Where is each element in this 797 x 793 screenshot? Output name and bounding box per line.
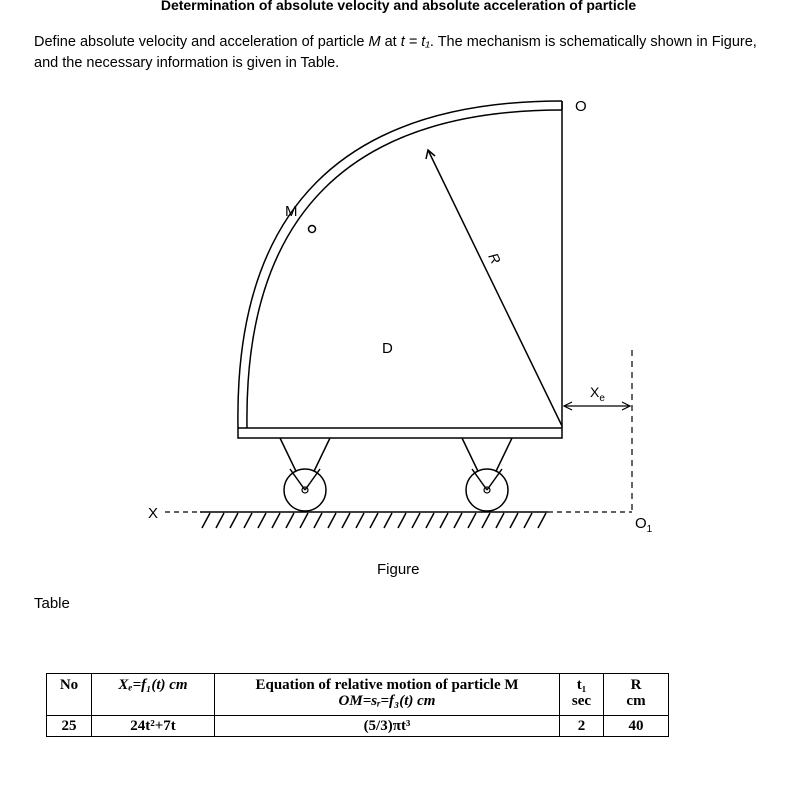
intro-particle: M [368,34,381,50]
label-o1 [635,515,653,535]
label-x-axis: X [148,505,159,522]
ground-hatching [202,513,546,528]
radius-line [428,150,562,426]
label-d: D [382,340,393,357]
label-m: M [285,203,298,220]
data-table [46,673,669,737]
table-label: Table [34,595,70,612]
header-equation-line2: OM=sᵣ=f₃(t) cm [338,693,436,709]
header-equation-line1: Equation of relative motion of particle M [255,677,519,693]
header-t1-label: t₁ [576,677,587,693]
header-t1-unit: sec [571,693,592,709]
header-r-label: R [630,677,642,693]
header-r [604,674,669,716]
page-title: Determination of absolute velocity and absolute acceleration of particle [160,0,637,13]
sector-outer-arc [238,101,562,428]
table-header-row [47,674,669,716]
cell-t1: 2 [560,716,604,737]
cell-no: 25 [47,716,92,737]
label-xe-sub: e [599,393,605,404]
cell-r: 40 [604,716,669,737]
label-o1-main: O [635,515,647,532]
intro-text-1: Define absolute velocity and acceleration of particle [34,34,369,50]
particle-m [309,226,316,233]
header-no: No [47,674,92,716]
header-r-unit: cm [626,693,646,709]
header-t1 [560,674,604,716]
intro-text-3: . The mechanism is schematically shown in Figure, and the necessary information is given in Table. [34,34,757,71]
label-o1-sub: 1 [646,524,653,535]
label-o: O [575,98,587,115]
cart-platform [238,428,562,438]
figure-caption: Figure [377,561,420,578]
intro-time-eq: t = t₁ [400,34,430,50]
sector-inner-arc [247,110,562,428]
cell-xe: 24t²+7t [92,716,215,737]
table-row [47,716,669,737]
label-r: R [485,250,505,267]
header-equation [215,674,560,716]
cell-equation: (5/3)πt³ [215,716,560,737]
intro-text-2: at [380,34,401,50]
label-xe-main: X [590,384,600,400]
label-xe [590,384,605,404]
header-xe: Xₑ=f₁(t) cm [92,674,215,716]
